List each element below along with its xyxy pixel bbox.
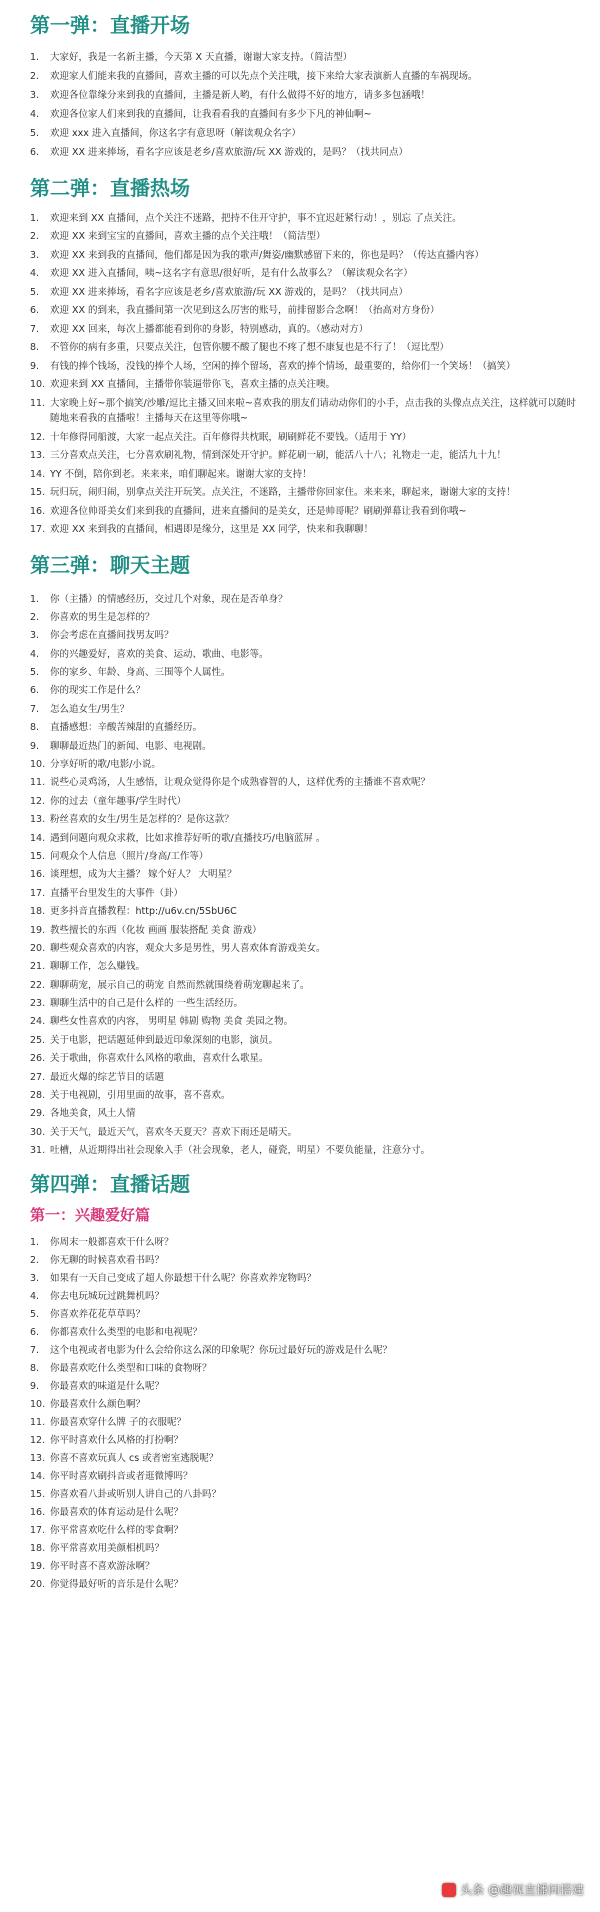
list-item-number: 26. <box>30 1053 46 1065</box>
list-item <box>30 285 578 301</box>
list-item <box>30 322 578 338</box>
list-item-text: 聊些女性喜欢的内容， 男明星 韩剧 购物 美食 美园之物。 <box>50 1016 294 1028</box>
list-item-text: 你平常喜欢吃什么样的零食啊？ <box>50 1524 184 1536</box>
list-item-text: 如果有一天自己变成了超人你最想干什么呢？你喜欢养宠物吗？ <box>50 1272 317 1284</box>
list-item <box>30 126 578 142</box>
list-item <box>30 849 578 865</box>
list-item-text: 怎么追女生/男生？ <box>50 703 130 715</box>
list-item-number: 5. <box>30 286 40 298</box>
list-item-number: 20. <box>30 942 46 954</box>
list-item <box>30 1523 578 1539</box>
list-item-number: 13. <box>30 814 46 826</box>
list-item-text: 关于电视剧，引用里面的故事，喜不喜欢。 <box>50 1090 231 1102</box>
list-item-number: 1. <box>30 593 40 605</box>
list-item-number: 14. <box>30 468 46 480</box>
list-item-text: 聊聊最近热门的新闻、电影、电视剧。 <box>50 740 212 752</box>
list-item-text: 说些心灵鸡汤，人生感悟，让观众觉得你是个成熟睿智的人，这样优秀的主播谁不喜欢呢？ <box>50 777 431 789</box>
list-item-number: 8. <box>30 722 40 734</box>
list-item-number: 3. <box>30 1272 40 1284</box>
list-item-number: 14. <box>30 1470 46 1482</box>
list-item-number: 17. <box>30 887 46 899</box>
list-item <box>30 1541 578 1557</box>
list-item <box>30 448 578 464</box>
list-item <box>30 1125 578 1141</box>
list-item-text: 最近火爆的综艺节目的话题 <box>50 1071 165 1083</box>
list-item-number: 29. <box>30 1108 46 1120</box>
list-item <box>30 1070 578 1086</box>
list-item-number: 9. <box>30 360 40 372</box>
list-item-text: 你最喜欢穿什么牌 子的衣服呢？ <box>50 1416 187 1428</box>
list-item-text: 欢迎 XX 进来捧场，看名字应该是老乡/喜欢旅游/玩 XX 游戏的，是吗？（找共同点） <box>50 147 409 158</box>
list-item <box>30 359 578 375</box>
list-item-text: 关于天气，最近天气，喜欢冬天夏天？喜欢下雨还是晴天。 <box>50 1126 298 1138</box>
list-item-number: 2. <box>30 1254 40 1266</box>
list-item-text: 你的过去（童年趣事/学生时代） <box>50 795 187 807</box>
list-item <box>30 1487 578 1503</box>
list-item-text: 你最喜欢吃什么类型和口味的食物呀？ <box>50 1362 212 1374</box>
list-item-number: 17. <box>30 524 46 535</box>
list-item-text: 你平时喜不喜欢游泳啊？ <box>50 1560 155 1572</box>
list-item-text: 你的家乡、年龄、身高、三围等个人属性。 <box>50 667 231 679</box>
list-item-number: 15. <box>30 1488 46 1500</box>
list-item <box>30 812 578 828</box>
list-item-text: 你喜欢看八卦或听别人讲自己的八卦吗？ <box>50 1488 222 1500</box>
list-item-text: 你周末一般都喜欢干什么呀？ <box>50 1236 174 1248</box>
list-item <box>30 1361 578 1377</box>
list-item <box>30 522 578 538</box>
list-item-text: 这个电视或者电影为什么会给你这么深的印象呢？你玩过最好玩的游戏是什么呢？ <box>50 1344 393 1356</box>
list-item <box>30 1469 578 1485</box>
list-item-number: 10. <box>30 379 46 390</box>
section-1-title: 第一弹：直播开场 <box>30 13 190 37</box>
list-item-text: 欢迎各位靠缘分来到我的直播间，主播是新人哟，有什么做得不好的地方，请多多包涵哦！ <box>50 90 431 101</box>
list-item-text: 聊聊工作，怎么赚钱。 <box>50 961 146 973</box>
list-item-text: 大家好，我是一名新主播，今天第 X 天直播，谢谢大家支持。（简洁型） <box>50 52 353 63</box>
list-item <box>30 107 578 123</box>
list-item-number: 3. <box>30 630 40 642</box>
list-item-number: 4. <box>30 268 40 279</box>
list-item-number: 1. <box>30 52 40 63</box>
list-item <box>30 211 578 227</box>
list-item-number: 12. <box>30 795 46 807</box>
list-item-text: 更多抖音直播教程：http://u6v.cn/5SbU6C <box>50 906 237 918</box>
list-item-number: 12. <box>30 1434 46 1446</box>
list-item <box>30 430 578 446</box>
list-item-number: 24. <box>30 1016 46 1028</box>
list-item-number: 17. <box>30 1524 46 1536</box>
list-item-text: 你平时喜欢什么风格的打扮啊？ <box>50 1434 184 1446</box>
list-item-text: 教些擅长的东西（化妆 画画 服装搭配 美食 游戏） <box>50 924 262 936</box>
section-4-subtitle: 第一：兴趣爱好篇 <box>30 1205 151 1224</box>
list-item <box>30 88 578 104</box>
list-item-text: 你（主播）的情感经历，交过几个对象，现在是否单身？ <box>50 593 288 605</box>
list-item-number: 4. <box>30 648 40 660</box>
list-item <box>30 831 578 847</box>
list-item-number: 6. <box>30 685 40 697</box>
list-item-number: 7. <box>30 1344 40 1356</box>
list-item-text: 欢迎 XX 来到宝宝的直播间，喜欢主播的点个关注哦！（简洁型） <box>50 231 326 242</box>
section-2-list <box>30 211 578 538</box>
list-item-text: 欢迎来到 XX 直播间，点个关注不迷路，把持不住开守护，事不宜迟赶紧行动！，别忘 了点关注。 <box>50 212 462 224</box>
list-item-text: 你最喜欢的体育运动是什么呢？ <box>50 1506 184 1518</box>
list-item-text: 关于歌曲，你喜欢什么风格的歌曲，喜欢什么歌星。 <box>50 1053 269 1065</box>
list-item <box>30 775 578 791</box>
list-item-text: 十年修得同船渡，大家一起点关注。百年修得共枕眠，刷刷鲜花不要钱。（适用于 YY） <box>50 431 412 443</box>
section-3-title: 第三弹：聊天主题 <box>30 552 190 577</box>
list-item-number: 14. <box>30 832 46 844</box>
list-item-text: 欢迎 XX 进来捧场，看名字应该是老乡/喜欢旅游/玩 XX 游戏的，是吗？（找共同点） <box>50 286 409 298</box>
list-item <box>30 923 578 939</box>
list-item <box>30 1343 578 1359</box>
section-1-list <box>30 50 578 161</box>
list-item <box>30 757 578 773</box>
list-item <box>30 69 578 85</box>
list-item-text: 玩归玩，闹归闹，别拿点关注开玩笑。点关注，不迷路，主播带你回家住。来来来，聊起来，谢谢大家的支持！ <box>50 487 516 498</box>
section-4-title: 第四弹：直播话题 <box>30 1171 190 1196</box>
list-item-number: 13. <box>30 1452 46 1464</box>
list-item-text: 欢迎 xxx 进入直播间，你这名字有意思呀（解读观众名字） <box>50 128 301 139</box>
list-item <box>30 377 578 393</box>
list-item <box>30 303 578 319</box>
list-item-number: 8. <box>30 342 40 353</box>
list-item <box>30 904 578 920</box>
list-item-number: 8. <box>30 1362 40 1374</box>
list-item-text: 聊聊萌宠，展示自己的萌宠 自然而然就围绕着萌宠聊起来了。 <box>50 979 310 991</box>
list-item-number: 11. <box>30 1416 46 1428</box>
list-item <box>30 1415 578 1431</box>
watermark <box>442 1881 584 1898</box>
list-item <box>30 229 578 245</box>
list-item-text: 你会考虑在直播间找男友吗？ <box>50 630 174 642</box>
list-item-number: 2. <box>30 231 40 242</box>
list-item-text: 欢迎 XX 回来，每次上播都能看到你的身影，特别感动，真的。（感动对方） <box>50 323 369 335</box>
list-item <box>30 467 578 483</box>
list-item <box>30 1088 578 1104</box>
list-item-text: 聊些观众喜欢的内容，观众大多是男性，男人喜欢体育游戏美女。 <box>50 942 326 954</box>
section-3-list <box>30 592 578 1159</box>
list-item-text: YY 不倒，陪你到老。来来来，咱们聊起来。谢谢大家的支持！ <box>50 468 312 480</box>
list-item-text: 你的现实工作是什么？ <box>50 685 146 697</box>
list-item-number: 5. <box>30 667 40 679</box>
list-item-number: 27. <box>30 1071 46 1083</box>
section-2-title: 第二弹：直播热场 <box>30 175 190 200</box>
list-item <box>30 266 578 282</box>
list-item-number: 23. <box>30 998 46 1010</box>
list-item-number: 16. <box>30 505 46 517</box>
list-item-number: 11. <box>30 397 46 409</box>
list-item <box>30 1271 578 1287</box>
list-item-number: 12. <box>30 431 46 443</box>
list-item <box>30 1033 578 1049</box>
list-item-number: 3. <box>30 249 40 261</box>
list-item <box>30 610 578 626</box>
list-item-number: 7. <box>30 703 40 715</box>
list-item-text: 欢迎家人们能来我的直播间，喜欢主播的可以先点个关注哦，接下来给大家表演新人直播的车祸现场。 <box>50 71 478 82</box>
list-item <box>30 886 578 902</box>
list-item-text: 欢迎各位帅哥美女们来到我的直播间，进来直播间的是美女，还是帅哥呢？刷刷弹幕让我看到你哦~ <box>50 505 467 517</box>
list-item-number: 7. <box>30 323 40 335</box>
list-item-text: 欢迎 XX 来到我的直播间，相遇即是缘分，这里是 XX 同学，快来和我聊聊！ <box>50 524 374 535</box>
list-item-text: 你去电玩城玩过跳舞机吗？ <box>50 1290 165 1302</box>
list-item-text: 你喜不喜欢玩真人 cs 或者密室逃脱呢？ <box>50 1452 219 1464</box>
list-item <box>30 50 578 66</box>
list-item-number: 2. <box>30 71 40 82</box>
list-item <box>30 485 578 501</box>
list-item-number: 15. <box>30 850 46 862</box>
list-item-number: 9. <box>30 740 40 752</box>
list-item-text: 大家晚上好~那个搞笑/沙雕/逗比主播又回来啦~喜欢我的朋友们请动动你们的小手，点击我的头像点点关注，这样就可以随时随地来看我的直播啦！主播每天在这里等你哦~ <box>50 397 576 424</box>
list-item-number: 13. <box>30 450 46 461</box>
list-item-text: 你最喜欢的味道是什么呢？ <box>50 1380 165 1392</box>
watermark-text: 头条 @趣视直播间搭建 <box>460 1883 584 1897</box>
list-item-number: 11. <box>30 777 46 789</box>
list-item <box>30 1253 578 1269</box>
list-item <box>30 720 578 736</box>
list-item <box>30 1397 578 1413</box>
list-item-number: 19. <box>30 1560 46 1572</box>
list-item <box>30 794 578 810</box>
list-item-text: 直播感想：辛酸苦辣甜的直播经历。 <box>50 722 203 734</box>
list-item-text: 欢迎来到 XX 直播间，主播带你装逼带你飞，喜欢主播的点关注噢。 <box>50 379 336 390</box>
list-item <box>30 665 578 681</box>
list-item-text: 粉丝喜欢的女生/男生是怎样的？是你这款？ <box>50 814 234 826</box>
list-item-number: 20. <box>30 1578 46 1590</box>
list-item-text: 分享好听的歌/电影/小说。 <box>50 759 161 771</box>
list-item-number: 6. <box>30 147 40 158</box>
list-item <box>30 1106 578 1122</box>
list-item-text: 聊聊生活中的自己是什么样的 一些生活经历。 <box>50 998 244 1010</box>
list-item <box>30 996 578 1012</box>
list-item-number: 5. <box>30 128 40 139</box>
list-item <box>30 941 578 957</box>
list-item <box>30 248 578 264</box>
list-item-text: 问观众个人信息（照片/身高/工作等） <box>50 850 209 862</box>
list-item-text: 谈理想，成为大主播？ 嫁个好人？ 大明星？ <box>50 869 237 881</box>
list-item-text: 你的兴趣爱好，喜欢的美食、运动、歌曲、电影等。 <box>50 648 269 660</box>
list-item-number: 18. <box>30 906 46 918</box>
list-item-number: 6. <box>30 305 40 316</box>
list-item <box>30 1451 578 1467</box>
list-item-number: 9. <box>30 1380 40 1392</box>
list-item-number: 1. <box>30 212 40 224</box>
list-item-text: 欢迎各位家人们来到我的直播间，让我看看我的直播间有多少下凡的神仙啊~ <box>50 109 372 120</box>
list-item-number: 28. <box>30 1090 46 1102</box>
list-item-text: 不管你的病有多重，只要点关注，包管你腰不酸了腿也不疼了想不康复也是不行了！（逗比型） <box>50 342 450 353</box>
list-item-text: 你无聊的时候喜欢看书吗？ <box>50 1254 165 1266</box>
list-item <box>30 1307 578 1323</box>
list-item-number: 6. <box>30 1326 40 1338</box>
list-item-number: 5. <box>30 1308 40 1320</box>
list-item <box>30 1577 578 1593</box>
list-item <box>30 1433 578 1449</box>
list-item <box>30 978 578 994</box>
list-item <box>30 1014 578 1030</box>
list-item-text: 关于电影，把话题延伸到最近印象深刻的电影，演员。 <box>50 1034 279 1046</box>
list-item <box>30 628 578 644</box>
list-item-text: 你最喜欢什么颜色啊？ <box>50 1398 146 1410</box>
list-item-number: 1. <box>30 1236 40 1248</box>
list-item-text: 你都喜欢什么类型的电影和电视呢？ <box>50 1326 203 1338</box>
list-item <box>30 592 578 608</box>
list-item-number: 19. <box>30 924 46 936</box>
list-item-number: 22. <box>30 979 46 991</box>
list-item-number: 30. <box>30 1126 46 1138</box>
list-item <box>30 959 578 975</box>
list-item <box>30 1143 578 1159</box>
list-item <box>30 1235 578 1251</box>
list-item-text: 欢迎 XX 的到来，我直播间第一次见到这么厉害的账号，前排留影合念啊！（抬高对方身份） <box>50 305 440 316</box>
list-item-text: 你觉得最好听的音乐是什么呢？ <box>50 1578 184 1590</box>
section-4-list <box>30 1235 578 1593</box>
list-item <box>30 1379 578 1395</box>
list-item-text: 吐槽，从近期得出社会现象入手（社会现象，老人，碰瓷，明星）不要负能量，注意分寸。 <box>50 1145 431 1157</box>
list-item-number: 4. <box>30 1290 40 1302</box>
list-item-text: 你平常喜欢用美颜相机吗？ <box>50 1542 165 1554</box>
list-item-text: 欢迎 XX 进入直播间，咦~这名字有意思/很好听，是有什么故事么？（解读观众名字） <box>50 268 413 279</box>
toutiao-logo-icon <box>442 1883 456 1897</box>
list-item <box>30 867 578 883</box>
list-item-number: 16. <box>30 869 46 881</box>
list-item-text: 有钱的捧个钱场，没钱的捧个人场，空闲的捧个留场，喜欢的捧个情场，最重要的，给你们一个笑场！（搞笑） <box>50 360 516 372</box>
list-item <box>30 683 578 699</box>
list-item-number: 3. <box>30 90 40 101</box>
list-item-text: 直播平台里发生的大事件（卦） <box>50 887 184 899</box>
list-item-number: 4. <box>30 109 40 120</box>
list-item-text: 你平时喜欢刷抖音或者逛微博吗？ <box>50 1470 193 1482</box>
list-item <box>30 647 578 663</box>
list-item-text: 遇到问题向观众求救，比如求推荐好听的歌/直播技巧/电脑蓝屏 。 <box>50 832 326 844</box>
list-item <box>30 702 578 718</box>
list-item-number: 18. <box>30 1542 46 1554</box>
list-item-number: 10. <box>30 759 46 771</box>
list-item-number: 25. <box>30 1034 46 1046</box>
list-item-number: 16. <box>30 1506 46 1518</box>
list-item <box>30 1325 578 1341</box>
list-item <box>30 340 578 356</box>
list-item <box>30 145 578 161</box>
list-item <box>30 1559 578 1575</box>
list-item <box>30 504 578 520</box>
list-item-text: 三分喜欢点关注，七分喜欢刷礼物，情到深处开守护。鲜花刷一刷，能活八十八；礼物走一走，能活九十九！ <box>50 450 507 461</box>
list-item-text: 各地美食，风土人情 <box>50 1108 136 1120</box>
list-item-number: 21. <box>30 961 46 973</box>
list-item-number: 15. <box>30 487 46 498</box>
list-item-number: 2. <box>30 611 40 623</box>
list-item <box>30 1505 578 1521</box>
list-item-text: 你喜欢的男生是怎样的？ <box>50 611 155 623</box>
list-item-number: 10. <box>30 1398 46 1410</box>
list-item <box>30 1051 578 1067</box>
list-item <box>30 739 578 755</box>
list-item <box>30 1289 578 1305</box>
list-item-text: 你喜欢养花花草草吗？ <box>50 1308 146 1320</box>
list-item-number: 31. <box>30 1145 46 1157</box>
list-item <box>30 396 578 427</box>
list-item-text: 欢迎 XX 来到我的直播间，他们都是因为我的歌声/舞姿/幽默感留下来的，你也是吗？（传达直播内容） <box>50 249 484 261</box>
